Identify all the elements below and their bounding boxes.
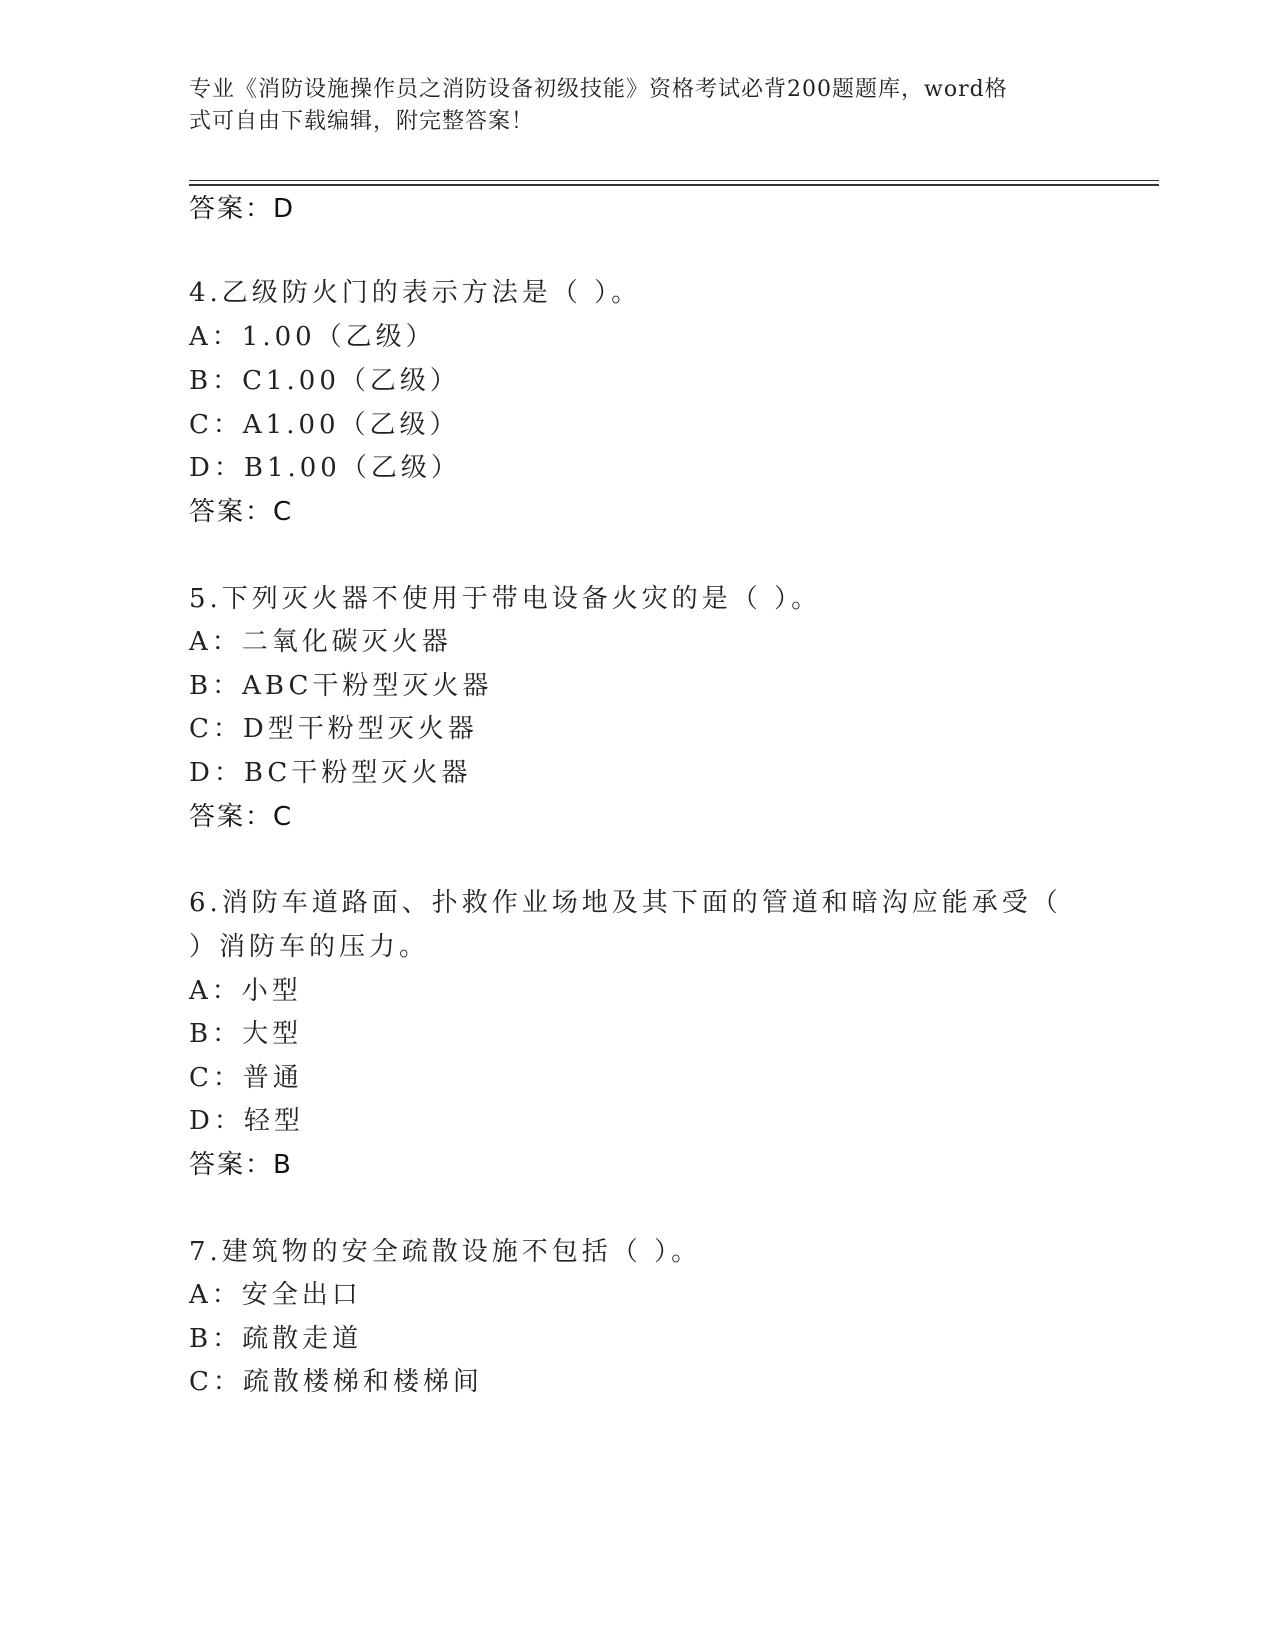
- document-header: [189, 74, 1069, 138]
- question-6-stem-line-1: 6.消防车道路面、扑救作业场地及其下面的管道和暗沟应能承受（: [189, 888, 1062, 918]
- question-4-option-c: C：A1.00（乙级）: [189, 410, 460, 440]
- question-4-option-d: D：B1.00（乙级）: [189, 453, 461, 483]
- answer-q4: 答案：C: [189, 497, 294, 527]
- header-divider-thick: [189, 184, 1159, 186]
- question-5-option-c: C：D型干粉型灭火器: [189, 714, 478, 744]
- answer-q5: 答案：C: [189, 802, 294, 832]
- question-7-option-b: B：疏散走道: [189, 1324, 363, 1354]
- question-4-option-b: B：C1.00（乙级）: [189, 366, 460, 396]
- header-divider-thin: [189, 180, 1159, 181]
- question-5-stem: 5.下列灭火器不使用于带电设备火灾的是（ ）。: [189, 584, 822, 614]
- question-5-option-a: A：二氧化碳灭火器: [189, 627, 452, 657]
- question-6-stem-line-2: ）消防车的压力。: [189, 932, 430, 962]
- header-line-2: 式可自由下载编辑，附完整答案！: [189, 109, 535, 134]
- question-7-option-c: C：疏散楼梯和楼梯间: [189, 1367, 483, 1397]
- question-6-option-a: A：小型: [189, 976, 302, 1006]
- question-6-option-d: D：轻型: [189, 1106, 304, 1136]
- answer-q6: 答案：B: [189, 1150, 293, 1180]
- question-6-option-c: C：普通: [189, 1063, 303, 1093]
- question-5-option-d: D：BC干粉型灭火器: [189, 758, 472, 788]
- question-5-option-b: B：ABC干粉型灭火器: [189, 671, 493, 701]
- question-4-stem: 4.乙级防火门的表示方法是（ ）。: [189, 278, 642, 308]
- answer-q3: 答案：D: [189, 194, 296, 224]
- question-7-stem: 7.建筑物的安全疏散设施不包括（ ）。: [189, 1237, 702, 1267]
- question-4-option-a: A：1.00（乙级）: [189, 322, 436, 352]
- header-line-1: 专业《消防设施操作员之消防设备初级技能》资格考试必背200题题库，word格: [189, 77, 1008, 102]
- question-7-option-a: A：安全出口: [189, 1280, 362, 1310]
- question-6-option-b: B：大型: [189, 1019, 303, 1049]
